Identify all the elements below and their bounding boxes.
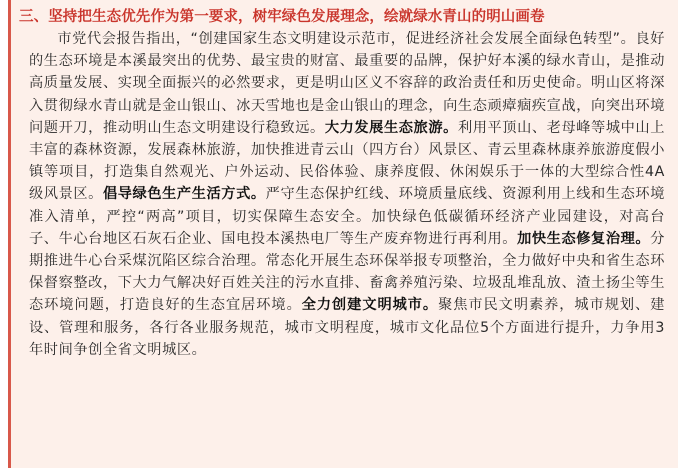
paragraph-eco-tourism-text: 利用平顶山、老母峰等城中山上丰富的森林资源，发展森林旅游，加快推进青云山（四方台）风景区、青云里森林康养旅游度假小镇等项目，打造集自然观光、户外运动、民俗体验、康养度假、休闲娱乐于一体的大型综合性4A级风景区。	[29, 119, 665, 203]
article-panel	[8, 0, 678, 468]
article-paragraph	[29, 28, 665, 361]
paragraph-green-lifestyle-text: 严守生态保护红线、环境质量底线、资源利用上线和生态环境准入清单，严控“两高”项目，切实保障生态安全。加快绿色低碳循环经济产业园建设，对高台子、牛心台地区石灰石企业、国电投本溪热电厂等生产废弃物进行再利用。	[29, 186, 665, 247]
bold-phrase-eco-tourism: 大力发展生态旅游。	[324, 119, 458, 136]
paragraph-intro: 市党代会报告指出，“创建国家生态文明建设示范市，促进经济社会发展全面绿色转型”。良好的生态环境是本溪最突出的优势、最宝贵的财富、最重要的品牌，保护好本溪的绿水青山，是推动高质量发展、实现全面振兴的必然要求，更是明山区义不容辞的政治责任和历史使命。明山区将深入贯彻绿水青山就是金山银山、冰天雪地也是金山银山的理念，向生态顽瘴痼疾宣战，向突出环境问题开刀，推动明山生态文明建设行稳致远。	[29, 31, 665, 136]
bold-phrase-green-lifestyle: 倡导绿色生产生活方式。	[102, 186, 266, 203]
paragraph-eco-restoration-text: 分期推进牛心台采煤沉陷区综合治理。常态化开展生态环保举报专项整治，全力做好中央和省生态环保督察整改，下大力气解决好百姓关注的污水直排、畜禽养殖污染、垃圾乱堆乱放、渣土扬尘等生态环境问题，打造良好的生态宜居环境。	[29, 230, 665, 314]
paragraph-civilized-city-text: 聚焦市民文明素养，城市规划、建设、管理和服务，各行各业服务规范，城市文明程度，城市文化品位5个方面进行提升，力争用3年时间争创全省文明城区。	[29, 297, 665, 358]
bold-phrase-civilized-city: 全力创建文明城市。	[301, 297, 439, 314]
section-heading: 三、坚持把生态优先作为第一要求，树牢绿色发展理念，绘就绿水青山的明山画卷	[19, 9, 545, 25]
bold-phrase-eco-restoration: 加快生态修复治理。	[517, 230, 651, 247]
